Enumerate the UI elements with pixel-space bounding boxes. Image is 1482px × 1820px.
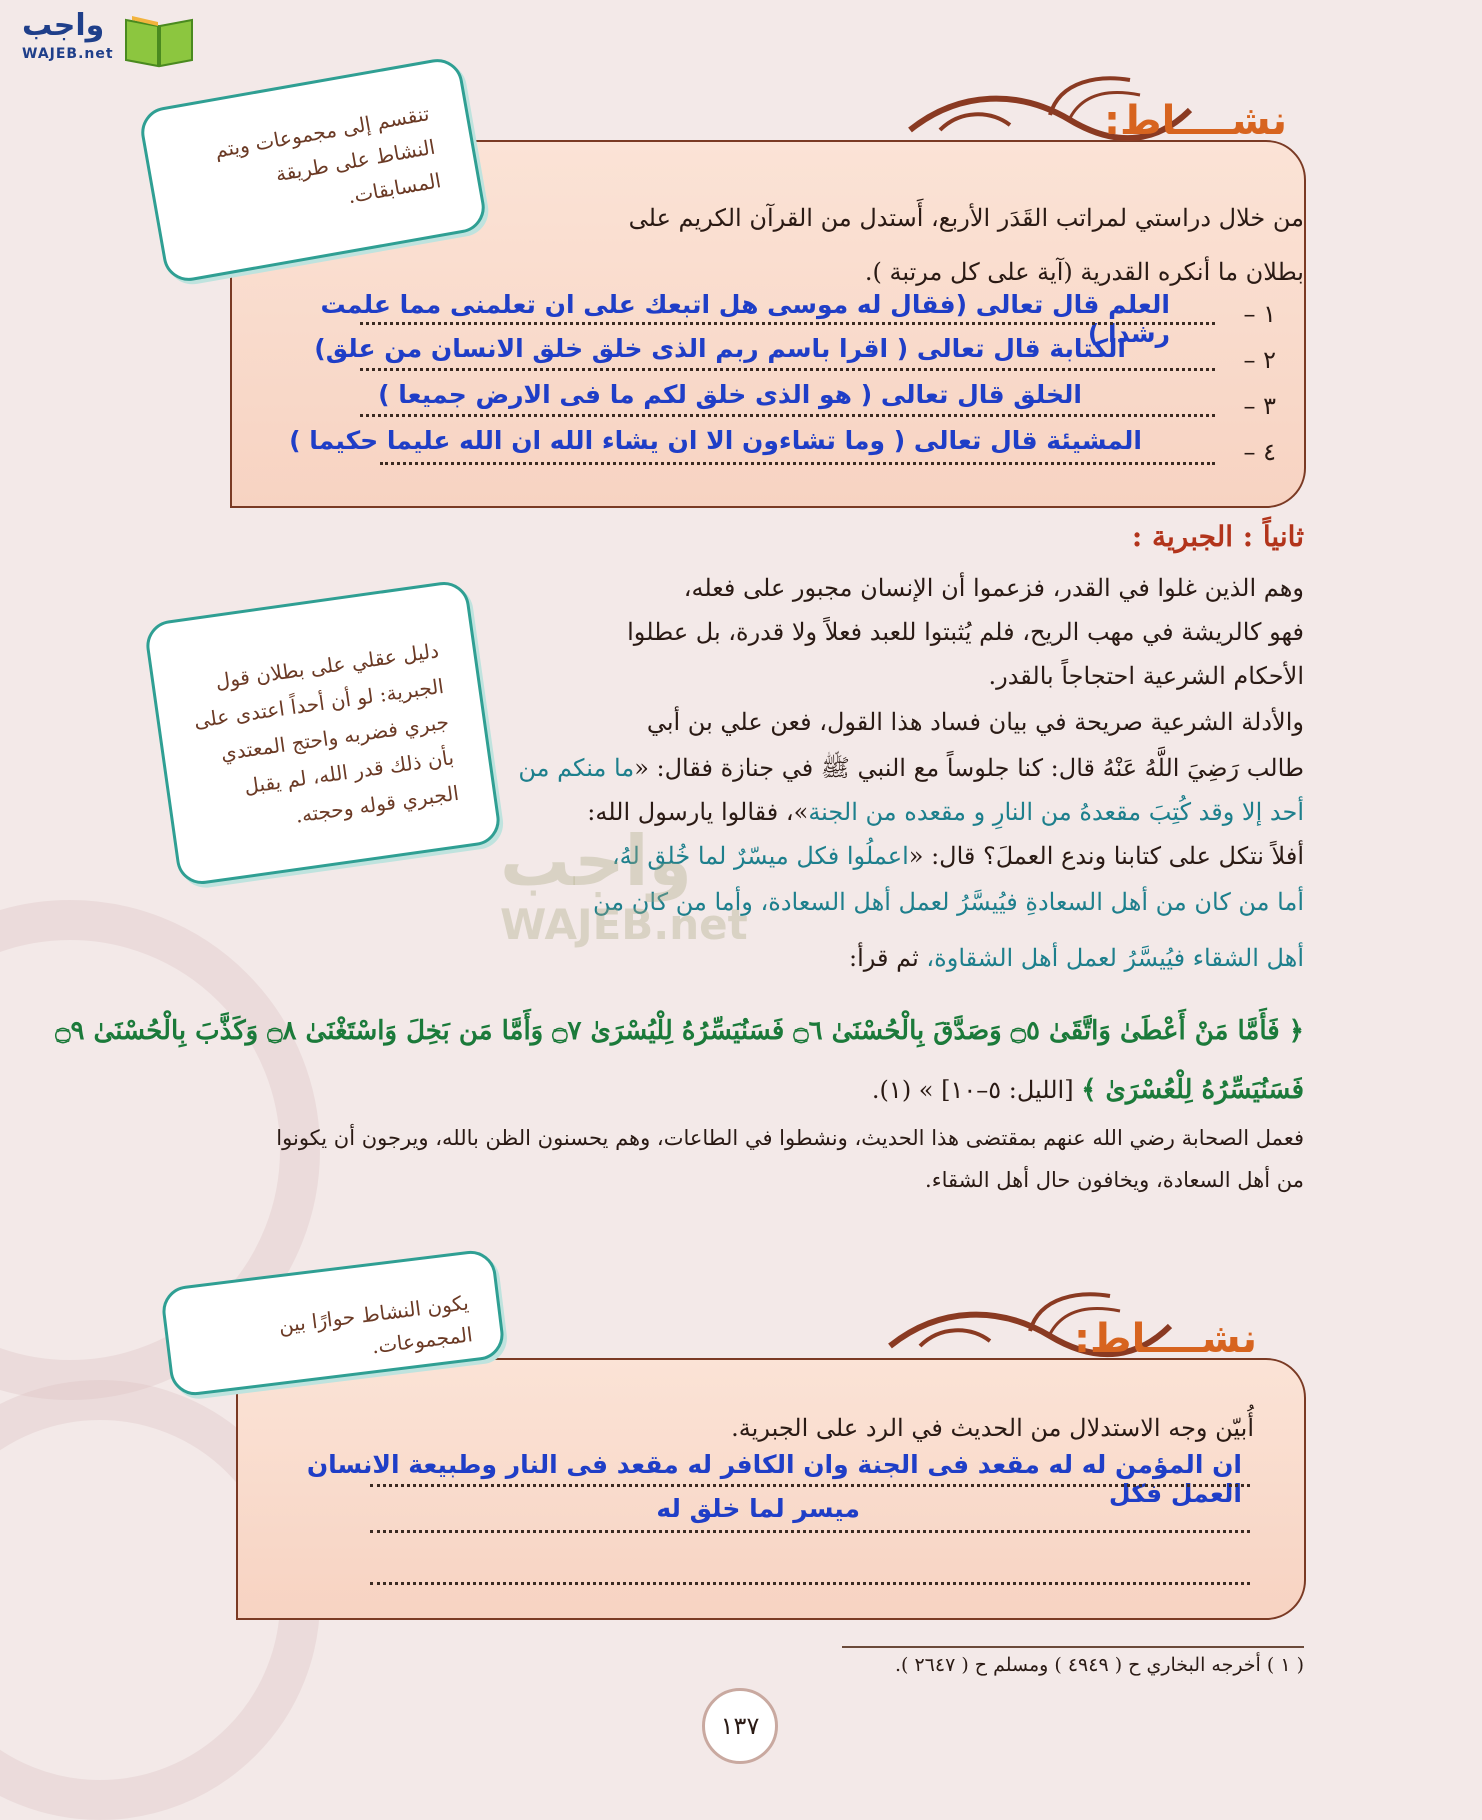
answer-line xyxy=(360,322,1215,325)
logo-arabic-text: واجب xyxy=(22,8,105,43)
activity-instruction: بطلان ما أنكره القدرية (آية على كل مرتبة ). xyxy=(864,258,1304,286)
section-title: ثانياً : الجبرية : xyxy=(1131,520,1304,553)
hadith-text: اعملُوا فكل ميسّرٌ لما خُلق لهُ، xyxy=(611,842,909,870)
handwritten-answer[interactable]: الكتابة قال تعالى ( اقرا باسم ربم الذى خلق خلق الانسان من علق) xyxy=(314,334,1126,363)
text-run: طالب رَضِيَ اللَّهُ عَنْهُ قال: كنا جلوساً مع النبي ﷺ في جنازة فقال: « xyxy=(634,754,1304,782)
item-number: ٢ – xyxy=(1243,346,1276,374)
hadith-text: ما منكم من xyxy=(518,754,635,782)
wajeb-logo[interactable] xyxy=(10,6,190,68)
quran-verse: فَسَنُيَسِّرُهُ لِلْعُسْرَىٰ ﴾ xyxy=(1081,1075,1304,1105)
item-number: ٤ – xyxy=(1243,438,1276,466)
activity-title: نشــــاط: xyxy=(1074,1316,1257,1362)
verse-reference: [الليل: ٥–١٠] » (١). xyxy=(871,1076,1082,1104)
paragraph-line: فعمل الصحابة رضي الله عنهم بمقتضى هذا الحديث، ونشطوا في الطاعات، وهم يحسنون الظن بالله، ويرجون أن يكونوا xyxy=(276,1126,1304,1150)
paragraph-line xyxy=(484,746,1304,790)
footnote: ( ١ ) أخرجه البخاري ح ( ٤٩٤٩ ) ومسلم ح ( ٢٦٤٧ ). xyxy=(894,1654,1304,1676)
handwritten-answer[interactable]: العلم قال تعالى (فقال له موسى هل اتبعك على ان تعلمنى مما علمت رشدا ) xyxy=(320,290,1170,348)
activity-instruction: أُبيّن وجه الاستدلال من الحديث في الرد على الجبرية. xyxy=(731,1414,1254,1442)
quran-verse-line xyxy=(504,1068,1304,1112)
footnote-divider xyxy=(842,1646,1304,1648)
paragraph-line: من أهل السعادة، ويخافون حال أهل الشقاء. xyxy=(925,1168,1304,1192)
item-number: ١ – xyxy=(1243,300,1276,328)
teacher-note-text: يكون النشاط حوارًا بين المجموعات. xyxy=(277,1290,474,1359)
paragraph-line: فهو كالريشة في مهب الريح، فلم يُثبتوا للعبد فعلاً ولا قدرة، بل عطلوا xyxy=(627,618,1304,646)
handwritten-answer[interactable]: الخلق قال تعالى ( هو الذى خلق لكم ما فى الارض جميعا ) xyxy=(378,380,1082,409)
activity-instruction: من خلال دراستي لمراتب القَدَر الأربع، أَستدل من القرآن الكريم على xyxy=(628,204,1304,232)
page-number: ١٣٧ xyxy=(702,1688,778,1764)
hadith-text: أما من كان من أهل السعادةِ فيُيسَّرُ لعمل أهل السعادة، وأما من كان من xyxy=(592,888,1304,916)
handwritten-answer[interactable]: المشيئة قال تعالى ( وما تشاءون الا ان يشاء الله ان الله عليما حكيما ) xyxy=(289,426,1142,455)
quran-verse: ﴿ فَأَمَّا مَنْ أَعْطَىٰ وَاتَّقَىٰ ۝٥ وَصَدَّقَ بِالْحُسْنَىٰ ۝٦ فَسَنُيَسِّرُهُ لِلْيُسْرَىٰ ۝٧ وَأَمَّا مَن بَخِلَ وَاسْتَغْنَىٰ ۝٨ وَكَذَّبَ بِالْحُسْنَىٰ ۝٩ xyxy=(55,1016,1304,1046)
hadith-text: أهل الشقاء فيُيسَّرُ لعمل أهل الشقاوة، xyxy=(926,944,1304,972)
hadith-text: أحد إلا وقد كُتِبَ مقعدهُ من النارِ و مقعده من الجنة xyxy=(808,798,1304,826)
watermark-latin: WAJEB.net xyxy=(500,900,748,949)
handwritten-answer[interactable]: ميسر لما خلق له xyxy=(656,1494,860,1523)
handwritten-answer[interactable]: ان المؤمن له له مقعد فى الجنة وان الكافر له مقعد فى النار وطبيعة الانسان العمل فكل xyxy=(306,1450,1242,1508)
teacher-note-text: تنقسم إلى مجموعات ويتم النشاط على طريقة المسابقات. xyxy=(212,101,443,209)
text-run: »، فقالوا يارسول الله: xyxy=(587,798,809,826)
activity-title: نشــــاط: xyxy=(1104,98,1287,144)
text-run: أفلاً نتكل على كتابنا وندع العملَ؟ قال: « xyxy=(908,842,1304,870)
item-number: ٣ – xyxy=(1243,392,1276,420)
answer-line xyxy=(360,414,1215,417)
answer-line xyxy=(370,1530,1250,1533)
paragraph-line: الأحكام الشرعية احتجاجاً بالقدر. xyxy=(988,662,1304,690)
answer-line xyxy=(380,462,1215,465)
teacher-note-text: دليل عقلي على بطلان قول الجبرية: لو أن أحداً اعتدى على جبري فضربه واحتج المعتدي بأن ذلك قدر الله، لم يقبل الجبري قوله وحجته. xyxy=(192,638,461,828)
answer-line xyxy=(360,368,1215,371)
paragraph-line: والأدلة الشرعية صريحة في بيان فساد هذا القول، فعن علي بن أبي xyxy=(646,708,1304,736)
answer-line xyxy=(370,1582,1250,1585)
text-run: ثم قرأ: xyxy=(849,944,927,972)
answer-line xyxy=(370,1484,1250,1487)
logo-latin-text: WAJEB.net xyxy=(22,46,114,62)
paragraph-line: وهم الذين غلوا في القدر، فزعموا أن الإنسان مجبور على فعله، xyxy=(683,574,1304,602)
watermark-arabic: واجب xyxy=(500,820,693,902)
teacher-note-card xyxy=(143,579,503,888)
book-icon xyxy=(122,12,196,68)
